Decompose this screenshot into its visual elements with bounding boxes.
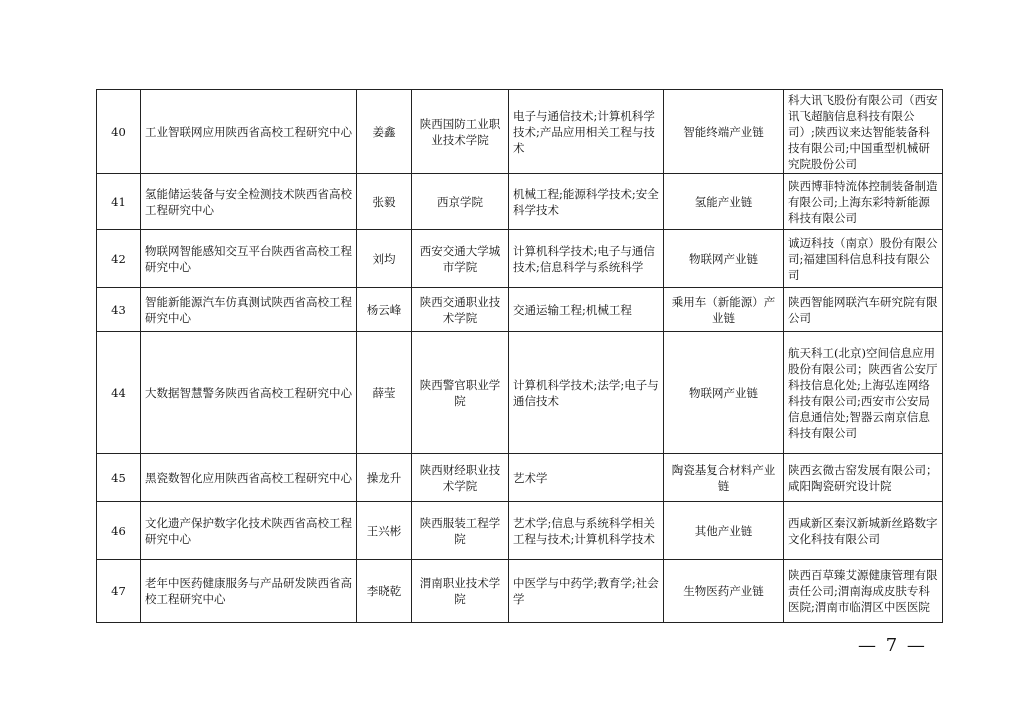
- engineering-center-table: [96, 89, 943, 623]
- table-row: [97, 174, 943, 230]
- leader-name-cell: 操龙升: [357, 454, 412, 502]
- industry-chain-cell: 氢能产业链: [664, 174, 784, 230]
- industry-chain-cell: 物联网产业链: [664, 332, 784, 454]
- host-institution-cell: 陕西警官职业学院: [412, 332, 509, 454]
- discipline-field-cell: 中医学与中药学;教育学;社会学: [509, 560, 664, 623]
- table-row: [97, 230, 943, 288]
- host-institution-cell: 陕西财经职业技术学院: [412, 454, 509, 502]
- row-number-cell: 44: [97, 332, 141, 454]
- industry-chain-cell: 陶瓷基复合材料产业链: [664, 454, 784, 502]
- center-name-cell: 工业智联网应用陕西省高校工程研究中心: [141, 90, 357, 174]
- host-institution-cell: 陕西国防工业职业技术学院: [412, 90, 509, 174]
- host-institution-cell: 陕西交通职业技术学院: [412, 288, 509, 332]
- partner-companies-cell: 诚迈科技（南京）股份有限公司;福建国科信息科技有限公司: [784, 230, 943, 288]
- partner-companies-cell: 陕西百草臻艾源健康管理有限责任公司;渭南海成皮肤专科医院;渭南市临渭区中医医院: [784, 560, 943, 623]
- leader-name-cell: 王兴彬: [357, 502, 412, 560]
- leader-name-cell: 薛莹: [357, 332, 412, 454]
- host-institution-cell: 陕西服装工程学院: [412, 502, 509, 560]
- partner-companies-cell: 陕西博菲特流体控制装备制造有限公司;上海东彩特新能源科技有限公司: [784, 174, 943, 230]
- partner-companies-cell: 航天科工(北京)空间信息应用股份有限公司；陕西省公安厅科技信息化处;上海弘连网络科技有限公司;西安市公安局信息通信处;智器云南京信息科技有限公司: [784, 332, 943, 454]
- row-number-cell: 40: [97, 90, 141, 174]
- row-number-cell: 45: [97, 454, 141, 502]
- leader-name-cell: 刘均: [357, 230, 412, 288]
- host-institution-cell: 西安交通大学城市学院: [412, 230, 509, 288]
- table-row: [97, 502, 943, 560]
- leader-name-cell: 姜鑫: [357, 90, 412, 174]
- discipline-field-cell: 电子与通信技术;计算机科学技术;产品应用相关工程与技术: [509, 90, 664, 174]
- table-row: [97, 560, 943, 623]
- table-row: [97, 288, 943, 332]
- discipline-field-cell: 艺术学: [509, 454, 664, 502]
- industry-chain-cell: 其他产业链: [664, 502, 784, 560]
- industry-chain-cell: 智能终端产业链: [664, 90, 784, 174]
- row-number-cell: 46: [97, 502, 141, 560]
- host-institution-cell: 西京学院: [412, 174, 509, 230]
- partner-companies-cell: 陕西智能网联汽车研究院有限公司: [784, 288, 943, 332]
- host-institution-cell: 渭南职业技术学院: [412, 560, 509, 623]
- page-number: — 7 —: [858, 635, 927, 656]
- center-name-cell: 物联网智能感知交互平台陕西省高校工程研究中心: [141, 230, 357, 288]
- center-name-cell: 智能新能源汽车仿真测试陕西省高校工程研究中心: [141, 288, 357, 332]
- partner-companies-cell: 科大讯飞股份有限公司（西安讯飞超脑信息科技有限公司）;陕西议来达智能装备科技有限公司;中国重型机械研究院股份公司: [784, 90, 943, 174]
- row-number-cell: 42: [97, 230, 141, 288]
- row-number-cell: 43: [97, 288, 141, 332]
- discipline-field-cell: 机械工程;能源科学技术;安全科学技术: [509, 174, 664, 230]
- industry-chain-cell: 生物医药产业链: [664, 560, 784, 623]
- leader-name-cell: 李晓乾: [357, 560, 412, 623]
- leader-name-cell: 张毅: [357, 174, 412, 230]
- discipline-field-cell: 计算机科学技术;电子与通信技术;信息科学与系统科学: [509, 230, 664, 288]
- center-name-cell: 氢能储运装备与安全检测技术陕西省高校工程研究中心: [141, 174, 357, 230]
- row-number-cell: 47: [97, 560, 141, 623]
- center-name-cell: 黑瓷数智化应用陕西省高校工程研究中心: [141, 454, 357, 502]
- table-body: [97, 90, 943, 623]
- partner-companies-cell: 陕西玄微古窑发展有限公司；咸阳陶瓷研究设计院: [784, 454, 943, 502]
- center-name-cell: 大数据智慧警务陕西省高校工程研究中心: [141, 332, 357, 454]
- table-row: [97, 332, 943, 454]
- row-number-cell: 41: [97, 174, 141, 230]
- partner-companies-cell: 西咸新区秦汉新城新丝路数字文化科技有限公司: [784, 502, 943, 560]
- table-row: [97, 454, 943, 502]
- center-name-cell: 文化遗产保护数字化技术陕西省高校工程研究中心: [141, 502, 357, 560]
- discipline-field-cell: 计算机科学技术;法学;电子与通信技术: [509, 332, 664, 454]
- discipline-field-cell: 艺术学;信息与系统科学相关工程与技术;计算机科学技术: [509, 502, 664, 560]
- table-row: [97, 90, 943, 174]
- leader-name-cell: 杨云峰: [357, 288, 412, 332]
- discipline-field-cell: 交通运输工程;机械工程: [509, 288, 664, 332]
- industry-chain-cell: 物联网产业链: [664, 230, 784, 288]
- industry-chain-cell: 乘用车（新能源）产业链: [664, 288, 784, 332]
- center-name-cell: 老年中医药健康服务与产品研发陕西省高校工程研究中心: [141, 560, 357, 623]
